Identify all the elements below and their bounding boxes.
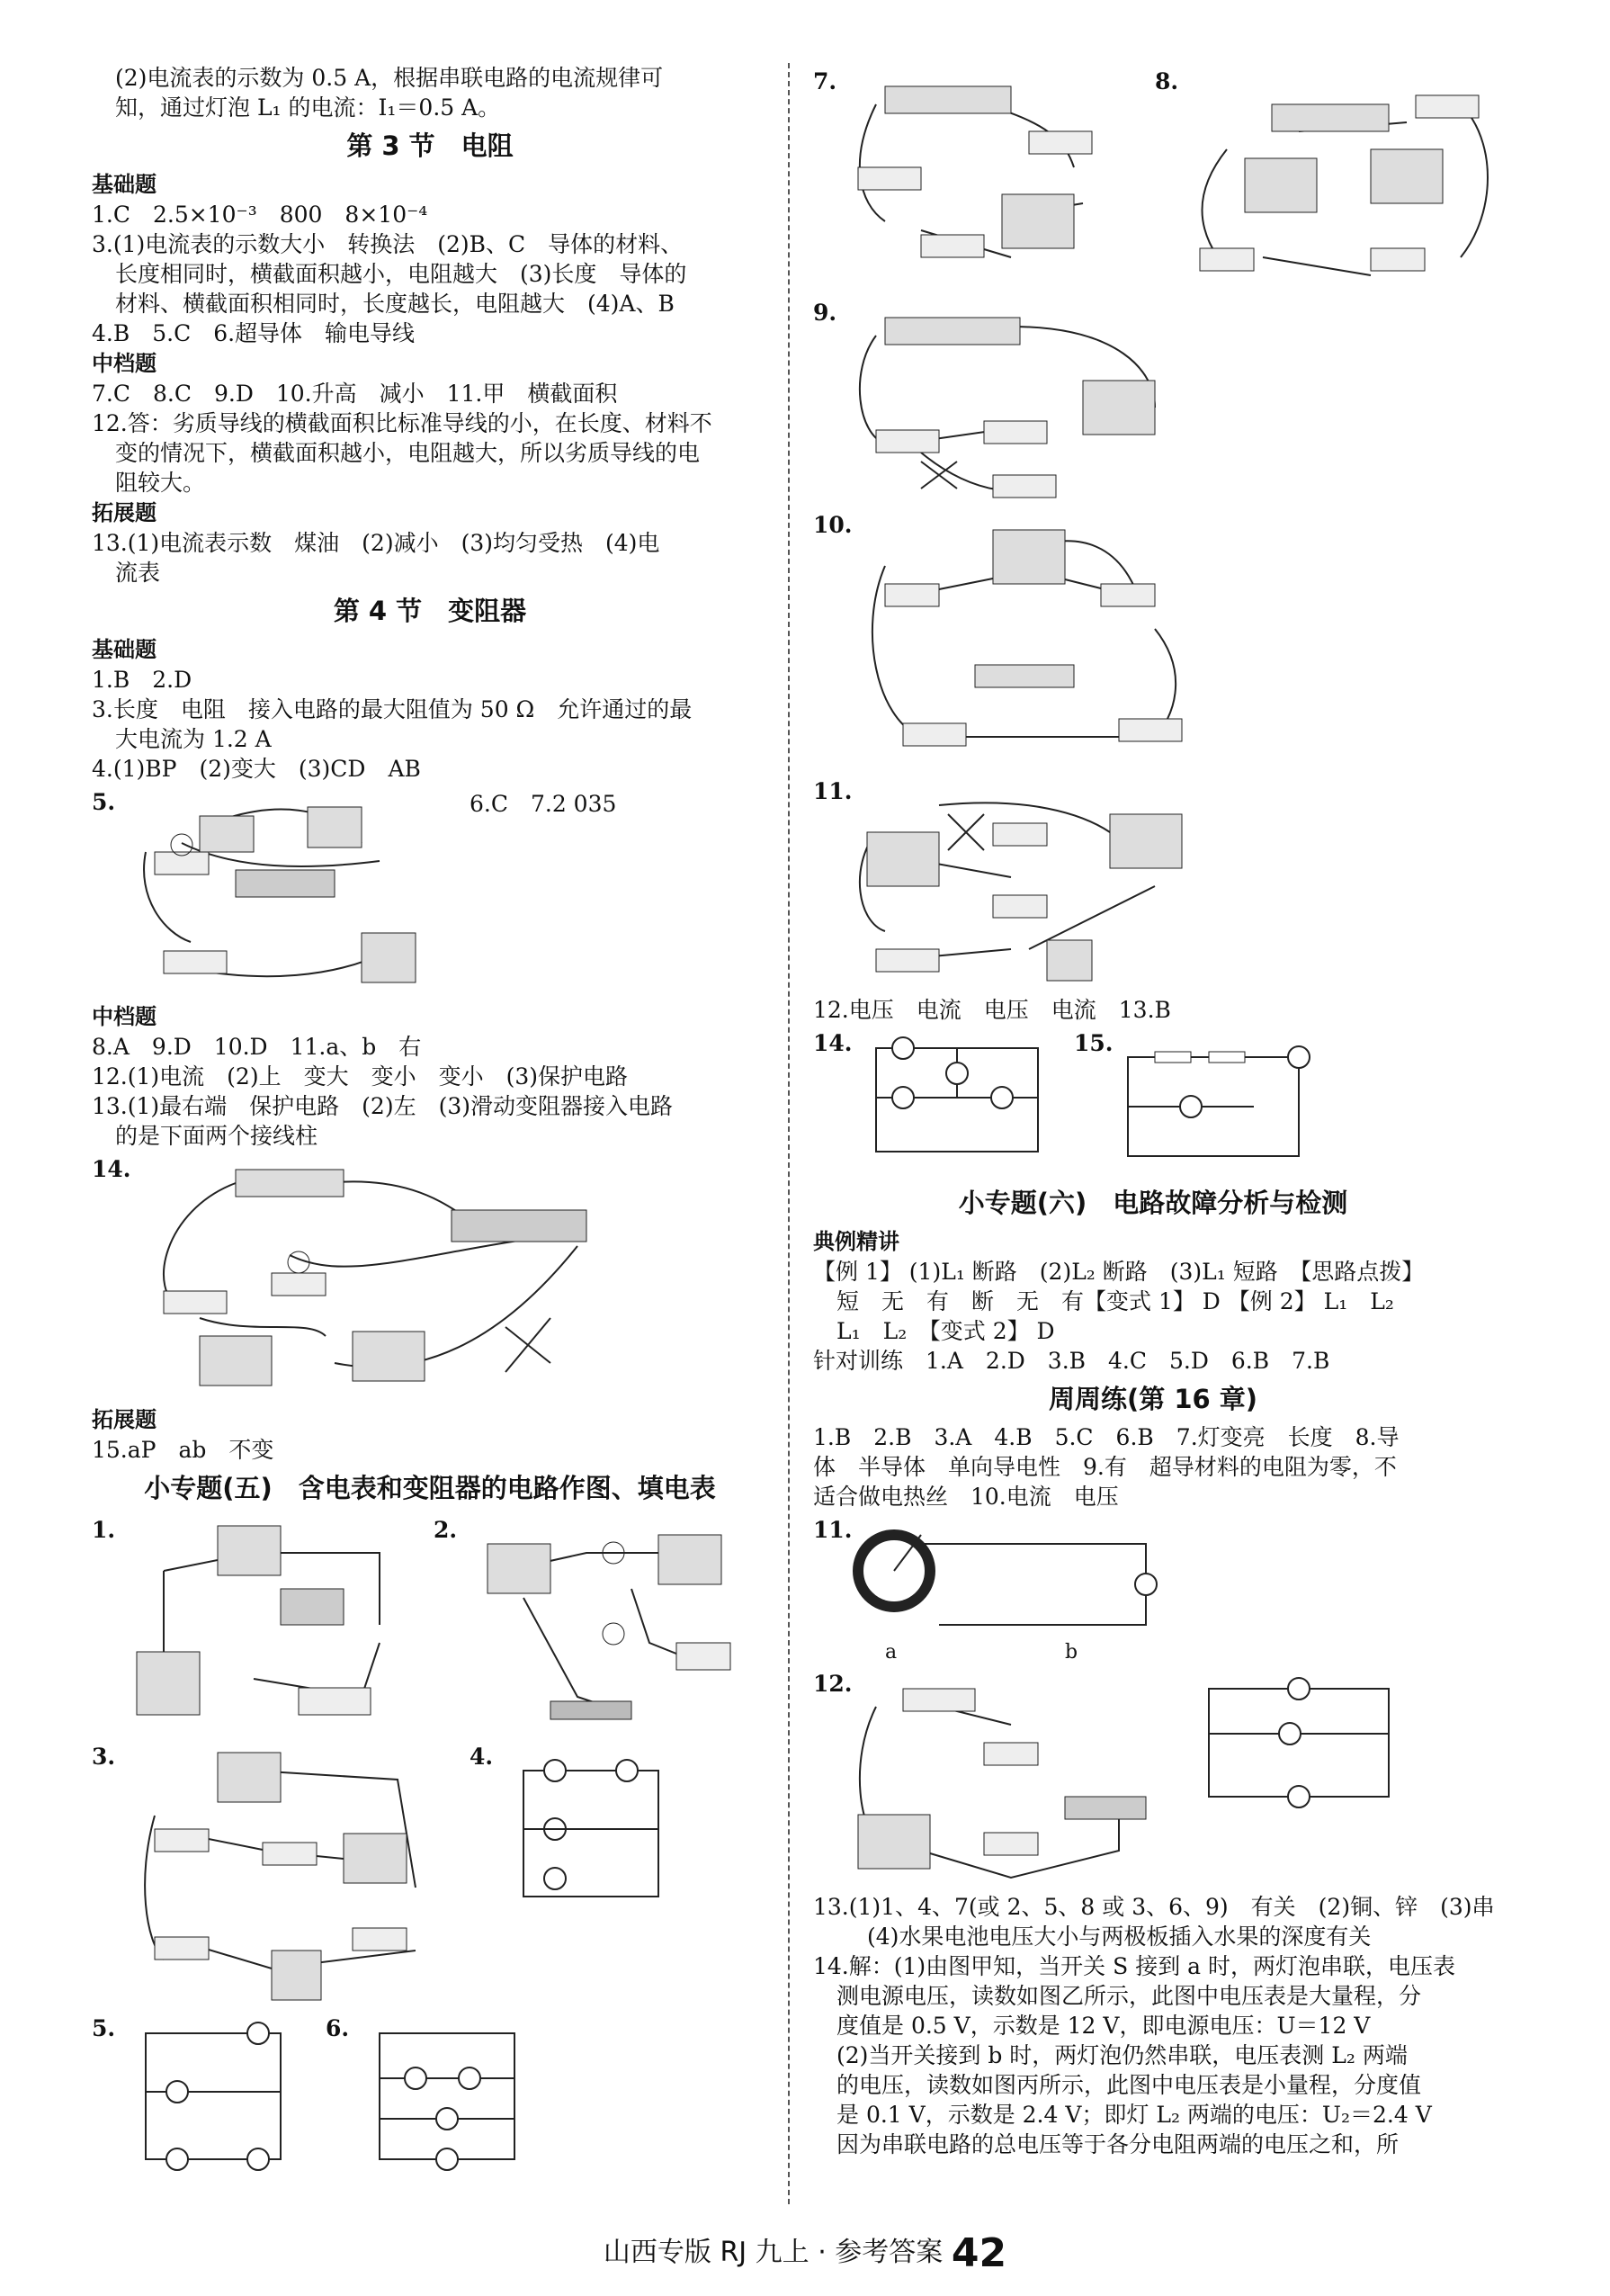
figure-number: 14. [813,1030,853,1056]
circuit-sketch-icon [128,1156,685,1395]
section-heading: 小专题(六) 电路故障分析与检测 [958,1188,1348,1218]
figure-number: 11. [813,1517,853,1543]
figure-15 [1074,1030,1335,1174]
section-heading: 第 3 节 电阻 [346,130,514,161]
section-heading: 小专题(五) 含电表和变阻器的电路作图、填电表 [144,1473,716,1503]
column-divider [788,63,790,2204]
figure-w12 [813,1671,1493,1887]
subsection-label: 拓展题 [92,1407,157,1432]
section-heading: 第 4 节 变阻器 [333,596,527,626]
figure-number: 1. [92,1517,116,1543]
circuit-sketch-icon [849,300,1209,507]
answer-line: 13.(1)1、4、7(或 2、5、8 或 3、6、9) 有关 (2)铜、锌 (3)串 [813,1894,1495,1920]
figure-number: 11. [813,778,853,804]
answer-line: 3.长度 电阻 接入电路的最大阻值为 50 Ω 允许通过的最 [92,696,693,722]
answer-line: 13.(1)最右端 保护电路 (2)左 (3)滑动变阻器接入电路 [92,1093,673,1119]
figure-number: 7. [813,68,837,94]
answer-line: 体 半导体 单向导电性 9.有 超导材料的电阻为零，不 [813,1454,1397,1480]
answer-line: 阻较大。 [115,470,206,496]
circuit-diagram-icon [849,1517,1191,1647]
circuit-sketch-icon [849,1671,1182,1887]
answer-line: 14.解：(1)由图甲知，当开关 S 接到 a 时，两灯泡串联，电压表 [813,1953,1455,1979]
circuit-sketch-icon [128,789,452,991]
answer-line: 4.(1)BP (2)变大 (3)CD AB [92,756,421,782]
answer-line: 13.(1)电流表示数 煤油 (2)减小 (3)均匀受热 (4)电 [92,530,660,556]
subsection-label: 典例精讲 [813,1229,899,1254]
circuit-sketch-icon [470,1517,757,1733]
answer-line: 因为串联电路的总电压等于各分电阻两端的电压之和，所 [836,2131,1400,2157]
answer-line: 长度相同时，横截面积越小，电阻越大 (3)长度 导体的 [115,261,687,287]
circuit-sketch-icon [849,778,1209,990]
answer-line: 材料、横截面积相同时，长度越长，电阻越大 (4)A、B [115,291,675,317]
answer-line: 的电压，读数如图丙所示，此图中电压表是小量程，分度值 [836,2072,1422,2098]
answer-line: 1.B 2.D [92,667,192,693]
figure-5 [92,789,768,996]
circuit-diagram-icon [1110,1030,1335,1174]
figure-1 [92,1517,416,1733]
answer-line: 变的情况下，横截面积越小，电阻越大，所以劣质导线的电 [115,440,701,466]
circuit-sketch-icon [849,512,1209,773]
answer-line: (2)当开关接到 b 时，两灯泡仍然串联，电压表测 L₂ 两端 [836,2042,1408,2068]
circuit-diagram-icon [849,1030,1056,1165]
figure-6 [326,2015,541,2173]
footer-text: 山西专版 RJ 九上 · 参考答案 [603,2237,944,2268]
right-column [813,63,1493,2159]
page-number: 42 [951,2230,1007,2276]
figure-8 [1155,68,1524,289]
subsection-label: 基础题 [92,172,157,197]
figure-label-a: a [885,1641,898,1664]
subsection-label: 拓展题 [92,500,157,525]
figure-number: 8. [1155,68,1179,94]
subsection-label: 中档题 [92,1004,157,1029]
answer-line: 12.(1)电流 (2)上 变大 变小 变小 (3)保护电路 [92,1063,628,1090]
answer-line: 1.B 2.B 3.A 4.B 5.C 6.B 7.灯变亮 长度 8.导 [813,1424,1400,1450]
answer-line: 【例 1】 (1)L₁ 断路 (2)L₂ 断路 (3)L₁ 短路 【思路点拨】 [813,1259,1425,1285]
figure-7 [813,68,1146,289]
figure-5b [92,2015,308,2173]
circuit-sketch-icon [128,1744,452,2005]
answer-line: 6.C 7.2 035 [470,791,617,817]
answer-line: L₁ L₂ 【变式 2】 D [836,1318,1055,1344]
answer-line: 4.B 5.C 6.超导体 输电导线 [92,320,416,346]
circuit-sketch-icon [128,1517,416,1733]
figure-3 [92,1744,452,2005]
figure-number: 5. [92,2015,116,2041]
figure-14b [813,1030,1056,1174]
figure-4 [470,1744,685,2005]
figure-number: 4. [470,1744,494,1770]
subsection-label: 基础题 [92,637,157,662]
answer-line: 大电流为 1.2 A [115,726,272,752]
left-column [92,63,768,2178]
figure-number: 10. [813,512,853,538]
figure-w11 [813,1517,1493,1665]
answer-line: 针对训练 1.A 2.D 3.B 4.C 5.D 6.B 7.B [813,1348,1330,1374]
answer-line: 适合做电热丝 10.电流 电压 [813,1484,1119,1510]
circuit-sketch-icon [1191,68,1524,289]
figure-number: 14. [92,1156,131,1182]
page-footer [0,2229,1610,2276]
answer-line: 度值是 0.5 V，示数是 12 V，即电源电压：U＝12 V [836,2013,1371,2039]
figure-11 [813,778,1493,990]
figure-number: 5. [92,789,116,815]
figure-14 [92,1156,768,1399]
subsection-label: 中档题 [92,351,157,376]
answer-line: 知，通过灯泡 L₁ 的电流：I₁＝0.5 A。 [115,94,501,121]
figure-number: 6. [326,2015,350,2041]
answer-line: 1.C 2.5×10⁻³ 800 8×10⁻⁴ [92,202,428,228]
figure-number: 12. [813,1671,853,1697]
figure-number: 2. [434,1517,458,1543]
answer-line: 测电源电压，读数如图乙所示，此图中电压表是大量程，分 [836,1983,1422,2009]
answer-line: 是 0.1 V，示数是 2.4 V；即灯 L₂ 两端的电压：U₂＝2.4 V [836,2102,1432,2128]
figure-number: 3. [92,1744,116,1770]
circuit-diagram-icon [505,1744,685,1924]
circuit-diagram-icon [1191,1671,1407,1824]
section-heading: 周周练(第 16 章) [1048,1384,1258,1414]
circuit-diagram-icon [128,2015,308,2173]
figure-number: 15. [1074,1030,1114,1056]
circuit-sketch-icon [849,68,1146,289]
figure-10 [813,512,1493,773]
answer-line: 短 无 有 断 无 有【变式 1】 D 【例 2】 L₁ L₂ [836,1288,1394,1314]
answer-line: (2)电流表的示数为 0.5 A，根据串联电路的电流规律可 [115,65,664,91]
answer-line: 的是下面两个接线柱 [115,1123,318,1149]
answer-line: 8.A 9.D 10.D 11.a、b 右 [92,1034,422,1060]
answer-line: 12.电压 电流 电压 电流 13.B [813,997,1171,1023]
answer-line: 7.C 8.C 9.D 10.升高 减小 11.甲 横截面积 [92,381,618,407]
answer-line: 15.aP ab 不变 [92,1437,274,1463]
figure-label-b: b [1065,1641,1078,1664]
answer-line: 3.(1)电流表的示数大小 转换法 (2)B、C 导体的材料、 [92,231,684,257]
figure-2 [434,1517,757,1733]
figure-number: 9. [813,300,837,326]
answer-line: (4)水果电池电压大小与两极板插入水果的深度有关 [867,1924,1372,1950]
figure-9 [813,300,1493,507]
answer-line: 流表 [115,560,161,586]
answer-line: 12.答：劣质导线的横截面积比标准导线的小，在长度、材料不 [92,410,712,436]
circuit-diagram-icon [362,2015,541,2173]
